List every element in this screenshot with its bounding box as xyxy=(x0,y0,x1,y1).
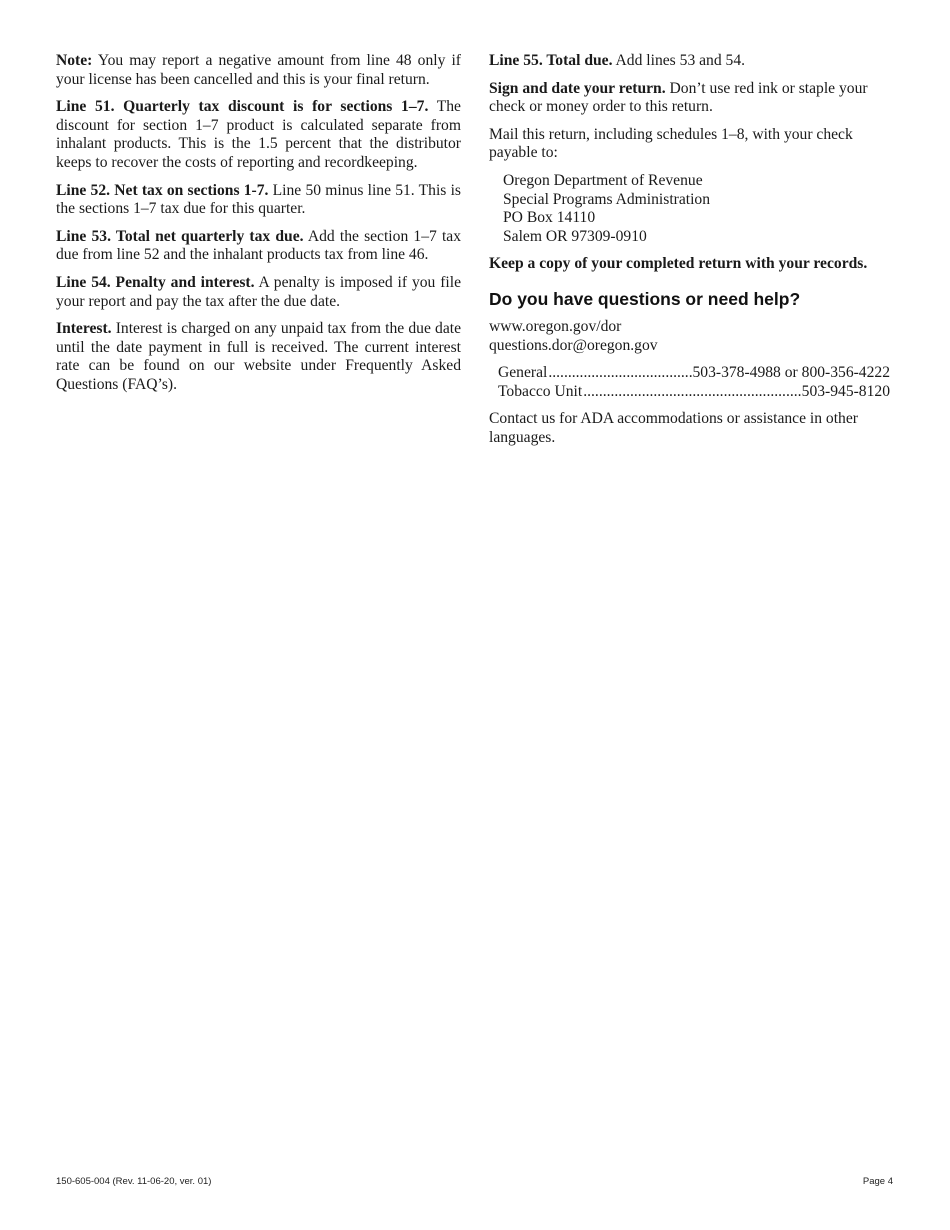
line54-label: Line 54. Penalty and interest. xyxy=(56,273,255,291)
keep-copy-notice: Keep a copy of your completed return with your records. xyxy=(489,255,868,273)
phone-row-tobacco xyxy=(498,383,890,402)
form-id: 150-605-004 (Rev. 11-06-20, ver. 01) xyxy=(56,1176,212,1187)
interest-paragraph xyxy=(56,320,461,394)
phone-list xyxy=(498,364,890,401)
line55-paragraph xyxy=(489,52,894,71)
line55-label: Line 55. Total due. xyxy=(489,52,613,69)
interest-label: Interest. xyxy=(56,320,112,338)
page-number: Page 4 xyxy=(862,1176,893,1187)
address-line: Salem OR 97309-0910 xyxy=(503,227,647,245)
line54-paragraph xyxy=(56,274,461,311)
line53-paragraph xyxy=(56,228,461,265)
line54-text: A penalty is imposed if you file your report and pay the tax after the due date. xyxy=(56,273,461,310)
contact-links xyxy=(489,318,894,355)
line51-paragraph xyxy=(56,98,461,172)
website-link[interactable]: www.oregon.gov/dor xyxy=(489,317,622,335)
interest-text: Interest is charged on any unpaid tax from the due date until the date payment in full is received. The current interest rate can be found on our website under Frequently Asked Questions (FAQ’s). xyxy=(56,320,461,393)
mailing-address xyxy=(503,172,894,246)
note-label: Note: xyxy=(56,52,93,69)
line52-label: Line 52. Net tax on sections 1-7. xyxy=(56,181,269,199)
line52-paragraph xyxy=(56,182,461,219)
sign-paragraph xyxy=(489,80,894,117)
dot-leader xyxy=(548,364,691,383)
phone-label: Tobacco Unit xyxy=(498,382,583,400)
note-text: You may report a negative amount from line 48 only if your license has been cancelled and this is your final return. xyxy=(56,52,461,88)
dot-leader xyxy=(583,383,800,402)
phone-label: General xyxy=(498,364,548,382)
phone-row-general xyxy=(498,364,890,383)
line51-text: The discount for section 1–7 product is calculated separate from inhalant products. This is the 1.5 percent that the distributor keeps to recover the costs of reporting and recordkeeping. xyxy=(56,98,461,171)
address-line: PO Box 14110 xyxy=(503,209,596,227)
email-link[interactable]: questions.dor@oregon.gov xyxy=(489,336,658,354)
phone-number: 503-378-4988 or 800-356-4222 xyxy=(692,364,890,382)
ada-paragraph: Contact us for ADA accommodations or assistance in other languages. xyxy=(489,410,858,446)
help-heading: Do you have questions or need help? xyxy=(489,288,801,309)
line52-text: Line 50 minus line 51. This is the sections 1–7 tax due for this quarter. xyxy=(56,181,461,218)
sign-label: Sign and date your return. xyxy=(489,79,666,97)
note-paragraph xyxy=(56,52,461,89)
right-column xyxy=(489,52,894,457)
sign-text: Don’t use red ink or staple your check or money order to this return. xyxy=(489,79,868,116)
line53-text: Add the section 1–7 tax due from line 52 and the inhalant products tax from line 46. xyxy=(56,227,461,264)
phone-number: 503-945-8120 xyxy=(801,382,890,400)
left-column xyxy=(56,52,461,404)
address-line: Special Programs Administration xyxy=(503,190,711,208)
address-line: Oregon Department of Revenue xyxy=(503,171,703,189)
mail-paragraph: Mail this return, including schedules 1–8, with your check payable to: xyxy=(489,125,853,162)
line53-label: Line 53. Total net quarterly tax due. xyxy=(56,227,304,245)
line55-text: Add lines 53 and 54. xyxy=(612,52,746,69)
line51-label: Line 51. Quarterly tax discount is for sections 1–7. xyxy=(56,98,429,116)
